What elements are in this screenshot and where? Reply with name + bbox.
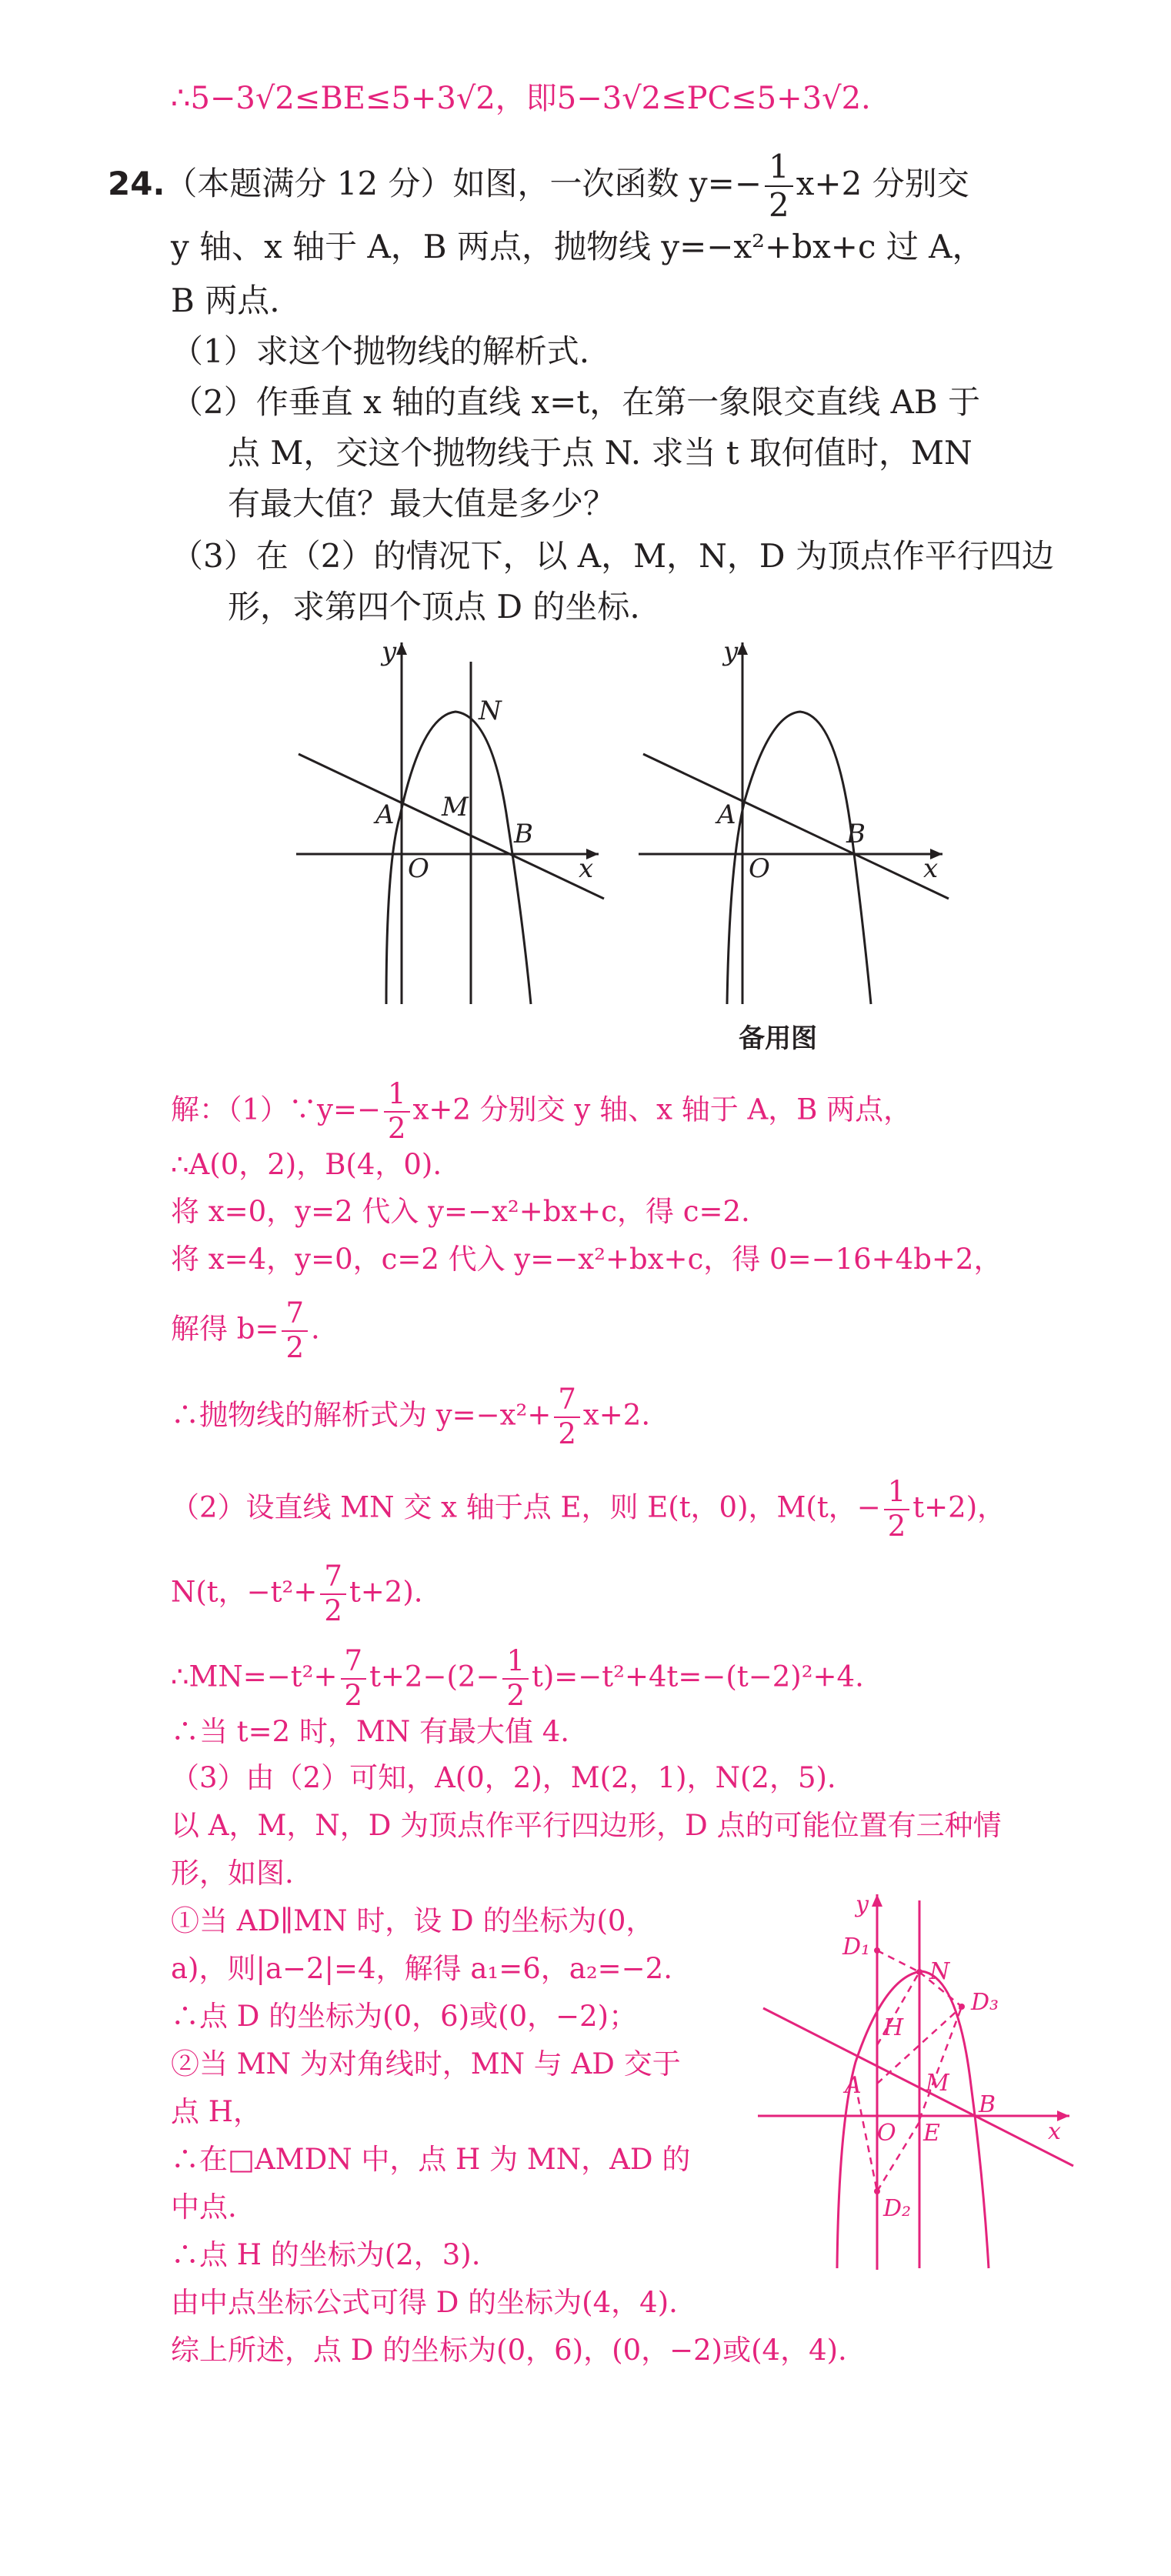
fig2-label-x: x [923, 853, 939, 884]
fraction-numerator: 1 [502, 1647, 529, 1680]
solution-line-18: 点 H， [171, 2095, 262, 2128]
solution-line-17: ②当 MN 为对角线时，MN 与 AD 交于 [171, 2047, 681, 2080]
solution-8-a: N(t，−t²+ [171, 1575, 318, 1609]
solution-line-2: ∴A(0，2)，B(4，0). [171, 1148, 442, 1181]
solution-9-c: t)=−t²+4t=−(t−2)²+4. [532, 1660, 864, 1693]
fig1-label-o: O [408, 853, 429, 884]
fig1-label-n: N [479, 696, 502, 726]
fig3-label-d1: D₁ [842, 1934, 871, 1960]
fig2-label-y: y [723, 636, 739, 667]
solution-8-b: t+2). [349, 1575, 423, 1609]
solution-line-10: ∴当 t=2 时，MN 有最大值 4. [171, 1715, 570, 1748]
fig1-label-b: B [514, 819, 533, 849]
figure-2-caption: 备用图 [739, 1023, 817, 1054]
problem-line-3: B 两点. [171, 282, 280, 319]
fig3-point-d1 [874, 1947, 880, 1954]
problem-number: 24. [108, 165, 165, 203]
solution-line-16: ∴点 D 的坐标为(0，6)或(0，−2)； [171, 2000, 638, 2033]
question-3-line-2: 形，求第四个顶点 D 的坐标. [228, 588, 640, 626]
fig3-point-d2 [874, 2188, 880, 2194]
fraction-numerator: 7 [282, 1299, 308, 1332]
solution-line-23: 综上所述，点 D 的坐标为(0，6)，(0，−2)或(4，4). [171, 2334, 847, 2367]
solution-7-a: （2）设直线 MN 交 x 轴于点 E，则 E(t，0)，M(t，− [171, 1490, 881, 1524]
solution-line-13: 形，如图. [171, 1857, 294, 1890]
solution-9-b: t+2−(2− [369, 1660, 500, 1693]
fig2-label-a: A [717, 799, 736, 830]
fig3-label-d2: D₂ [883, 2195, 912, 2222]
fig3-point-d3 [959, 2004, 965, 2010]
fig3-segment-d1n [877, 1950, 919, 1972]
question-2-line-3: 有最大值？最大值是多少？ [228, 485, 616, 522]
fig3-label-e: E [923, 2120, 940, 2147]
solution-line-11: （3）由（2）可知，A(0，2)，M(2，1)，N(2，5). [171, 1761, 836, 1794]
fig1-label-m: M [442, 792, 469, 823]
solution-line-15: a)，则|a−2|=4，解得 a₁=6，a₂=−2. [171, 1952, 672, 1985]
fig3-label-n: N [929, 1958, 950, 1985]
fig3-y-axis-arrow [872, 1894, 882, 1907]
fig2-label-o: O [749, 853, 770, 884]
solution-6-b: x+2. [582, 1398, 651, 1432]
fraction-denominator: 2 [344, 1678, 363, 1712]
solution-7-b: t+2)， [912, 1490, 1006, 1524]
solution-line-19: ∴在□AMDN 中，点 H 为 MN，AD 的 [171, 2143, 691, 2176]
fraction-numerator: 1 [384, 1079, 410, 1113]
fraction-numerator: 7 [341, 1647, 367, 1680]
fig3-label-x: x [1048, 2118, 1061, 2145]
solution-line-3: 将 x=0，y=2 代入 y=−x²+bx+c，得 c=2. [171, 1195, 750, 1228]
fig3-label-d3: D₃ [971, 1989, 999, 2016]
fig3-label-b: B [979, 2091, 996, 2118]
solution-line-4: 将 x=4，y=0，c=2 代入 y=−x²+bx+c，得 0=−16+4b+2， [171, 1243, 1003, 1276]
solution-line-12: 以 A，M，N，D 为顶点作平行四边形，D 点的可能位置有三种情 [171, 1809, 1002, 1842]
fraction-denominator: 2 [324, 1593, 342, 1627]
fig3-parabola [837, 1971, 989, 2268]
problem-intro-a: （本题满分 12 分）如图，一次函数 y=− [165, 165, 762, 203]
fig3-label-y: y [856, 1891, 869, 1918]
fraction-denominator: 2 [558, 1416, 576, 1450]
fraction-numerator: 7 [320, 1562, 346, 1595]
fraction-denominator: 2 [387, 1111, 406, 1145]
fraction-denominator: 2 [506, 1678, 525, 1712]
prev-answer-line: ∴5−3√2≤BE≤5+3√2，即5−3√2≤PC≤5+3√2. [171, 81, 871, 116]
fig1-label-x: x [579, 853, 594, 884]
fraction-denominator: 2 [887, 1509, 906, 1543]
fig3-segment-ad2 [856, 2085, 877, 2191]
fraction-denominator: 2 [769, 186, 789, 225]
fraction-denominator: 2 [285, 1330, 304, 1364]
fraction-numerator: 1 [765, 150, 793, 187]
solution-line-14: ①当 AD∥MN 时，设 D 的坐标为(0， [171, 1904, 655, 1937]
solution-line-20: 中点. [171, 2191, 237, 2224]
solution-5-a: 解得 b= [171, 1312, 279, 1346]
solution-5-b: . [311, 1312, 320, 1346]
fig2-label-b: B [846, 819, 866, 849]
fig3-point-n [916, 1969, 922, 1975]
question-2-line-1: （2）作垂直 x 轴的直线 x=t，在第一象限交直线 AB 于 [171, 383, 981, 421]
fig1-label-y: y [382, 636, 397, 667]
solution-1-b: x+2 分别交 y 轴、x 轴于 A，B 两点， [412, 1093, 912, 1126]
question-1: （1）求这个抛物线的解析式. [171, 332, 590, 370]
fig3-label-h: H [883, 2014, 904, 2041]
fraction-numerator: 7 [554, 1385, 580, 1418]
solution-6-a: ∴抛物线的解析式为 y=−x²+ [171, 1398, 552, 1432]
fraction-numerator: 1 [884, 1477, 910, 1510]
problem-line-2: y 轴、x 轴于 A，B 两点，抛物线 y=−x²+bx+c 过 A， [171, 228, 985, 265]
fig3-segment-md3 [919, 2007, 962, 2120]
fig3-label-o: O [877, 2120, 896, 2147]
fig3-label-a: A [845, 2072, 862, 2099]
solution-1-a: 解：（1）∵y=− [171, 1093, 381, 1126]
fig1-label-a: A [375, 799, 395, 830]
solution-9-a: ∴MN=−t²+ [171, 1660, 338, 1693]
solution-line-21: ∴点 H 的坐标为(2，3). [171, 2238, 481, 2271]
question-3-line-1: （3）在（2）的情况下，以 A，M，N，D 为顶点作平行四边 [171, 537, 1054, 575]
fig3-label-m: M [926, 2070, 949, 2097]
problem-intro-b: x+2 分别交 [796, 165, 969, 203]
question-2-line-2: 点 M，交这个抛物线于点 N. 求当 t 取何值时，MN [228, 434, 972, 472]
solution-line-22: 由中点坐标公式可得 D 的坐标为(4，4). [171, 2286, 678, 2319]
